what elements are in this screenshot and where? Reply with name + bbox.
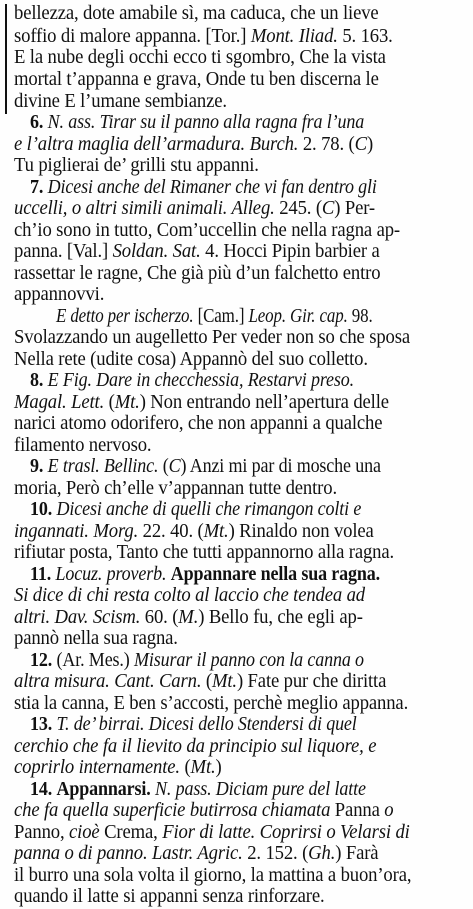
text-line: cerchio che fa il lievito da principio sul liquore, e [14,736,377,757]
text-line: altra misura. Cant. Carn. (Mt.) Fate pur che diritta [14,671,387,692]
text-line: E detto per ischerzo. [Cam.] Leop. Gir. cap. 98. [56,306,373,327]
text-line: appannovvi. [14,284,105,305]
text-line: 7. Dicesi anche del Rimaner che vi fan dentro gli [30,177,377,198]
text-line: 12. (Ar. Mes.) Misurar il panno con la canna o [30,650,364,671]
text-line: moria, Però ch’elle v’appannan tutte dentro. [14,478,337,499]
text-line: 11. Locuz. proverb. Appannare nella sua ragna. [30,564,381,585]
text-line: filamento nervoso. [14,435,152,456]
text-line: divine E l’umane sembianze. [14,91,227,112]
text-line: altri. Dav. Scism. 60. (M.) Bello fu, che egli ap- [14,607,363,628]
text-line: ingannati. Morg. 22. 40. (Mt.) Rinaldo non volea [14,521,374,542]
text-line: Si dice di chi resta colto al laccio che tendea ad [14,585,366,606]
text-line: uccelli, o altri simili animali. Alleg. 245. (C) Per- [14,198,376,219]
text-line: panna. [Val.] Soldan. Sat. 4. Hocci Pipin barbier a [14,241,380,262]
text-line: pannò nella sua ragna. [14,628,178,649]
text-line: Nella rete (udite cosa) Appannò del suo colletto. [14,349,368,370]
text-line: Panno, cioè Crema, Fior di latte. Coprirsi o Velarsi di [14,822,410,843]
text-line: che fa quella superficie butirrosa chiamata Panna o [14,800,394,821]
text-line: 10. Dicesi anche di quelli che rimangon colti e [30,499,362,520]
margin-rule [5,4,7,114]
text-line: rifiutar posta, Tanto che tutti appannorno alla ragna. [14,542,395,563]
text-line: coprirlo internamente. (Mt.) [14,757,222,778]
text-line: narici atomo odorifero, che non appanni a qualche [14,413,383,434]
text-line: soffio di malore appanna. [Tor.] Mont. Iliad. 5. 163. [14,26,393,47]
text-line: 8. E Fig. Dare in checchessia, Restarvi preso. [30,370,355,391]
text-line: ch’io sono in tutto, Com’uccellin che nella ragna ap- [14,220,400,241]
text-line: mortal t’appanna e grava, Onde tu ben discerna le [14,69,379,90]
text-line: 14. Appannarsi. N. pass. Diciam pure del latte [30,779,366,800]
text-line: il burro una sola volta il giorno, la mattina a buon’ora, [14,865,412,886]
text-line: Tu piglierai de’ grilli stu appanni. [14,155,259,176]
text-line: E la nube degli occhi ecco ti sgombro, Che la vista [14,47,386,68]
text-line: Svolazzando un augelletto Per veder non so che sposa [14,327,411,348]
text-line: stia la canna, E ben s’accosti, perchè meglio appanna. [14,693,409,714]
text-line: panna o di panno. Lastr. Agric. 2. 152. (Gh.) Farà [14,843,379,864]
text-line: quando il latte si appanni senza rinforzare. [14,886,325,907]
text-line: 6. N. ass. Tirar su il panno alla ragna fra l’una [30,112,365,133]
text-line: rassettar le ragne, Che già più d’un falchetto entro [14,263,381,284]
text-line: e l’altra maglia dell’armadura. Burch. 2. 78. (C) [14,134,374,155]
text-line: 9. E trasl. Bellinc. (C) Anzi mi par di mosche una [30,456,381,477]
text-line: Magal. Lett. (Mt.) Non entrando nell’apertura delle [14,392,389,413]
text-line: 13. T. de’ birrai. Dicesi dello Stendersi di quel [30,714,357,735]
text-line: bellezza, dote amabile sì, ma caduca, che un lieve [14,3,379,24]
